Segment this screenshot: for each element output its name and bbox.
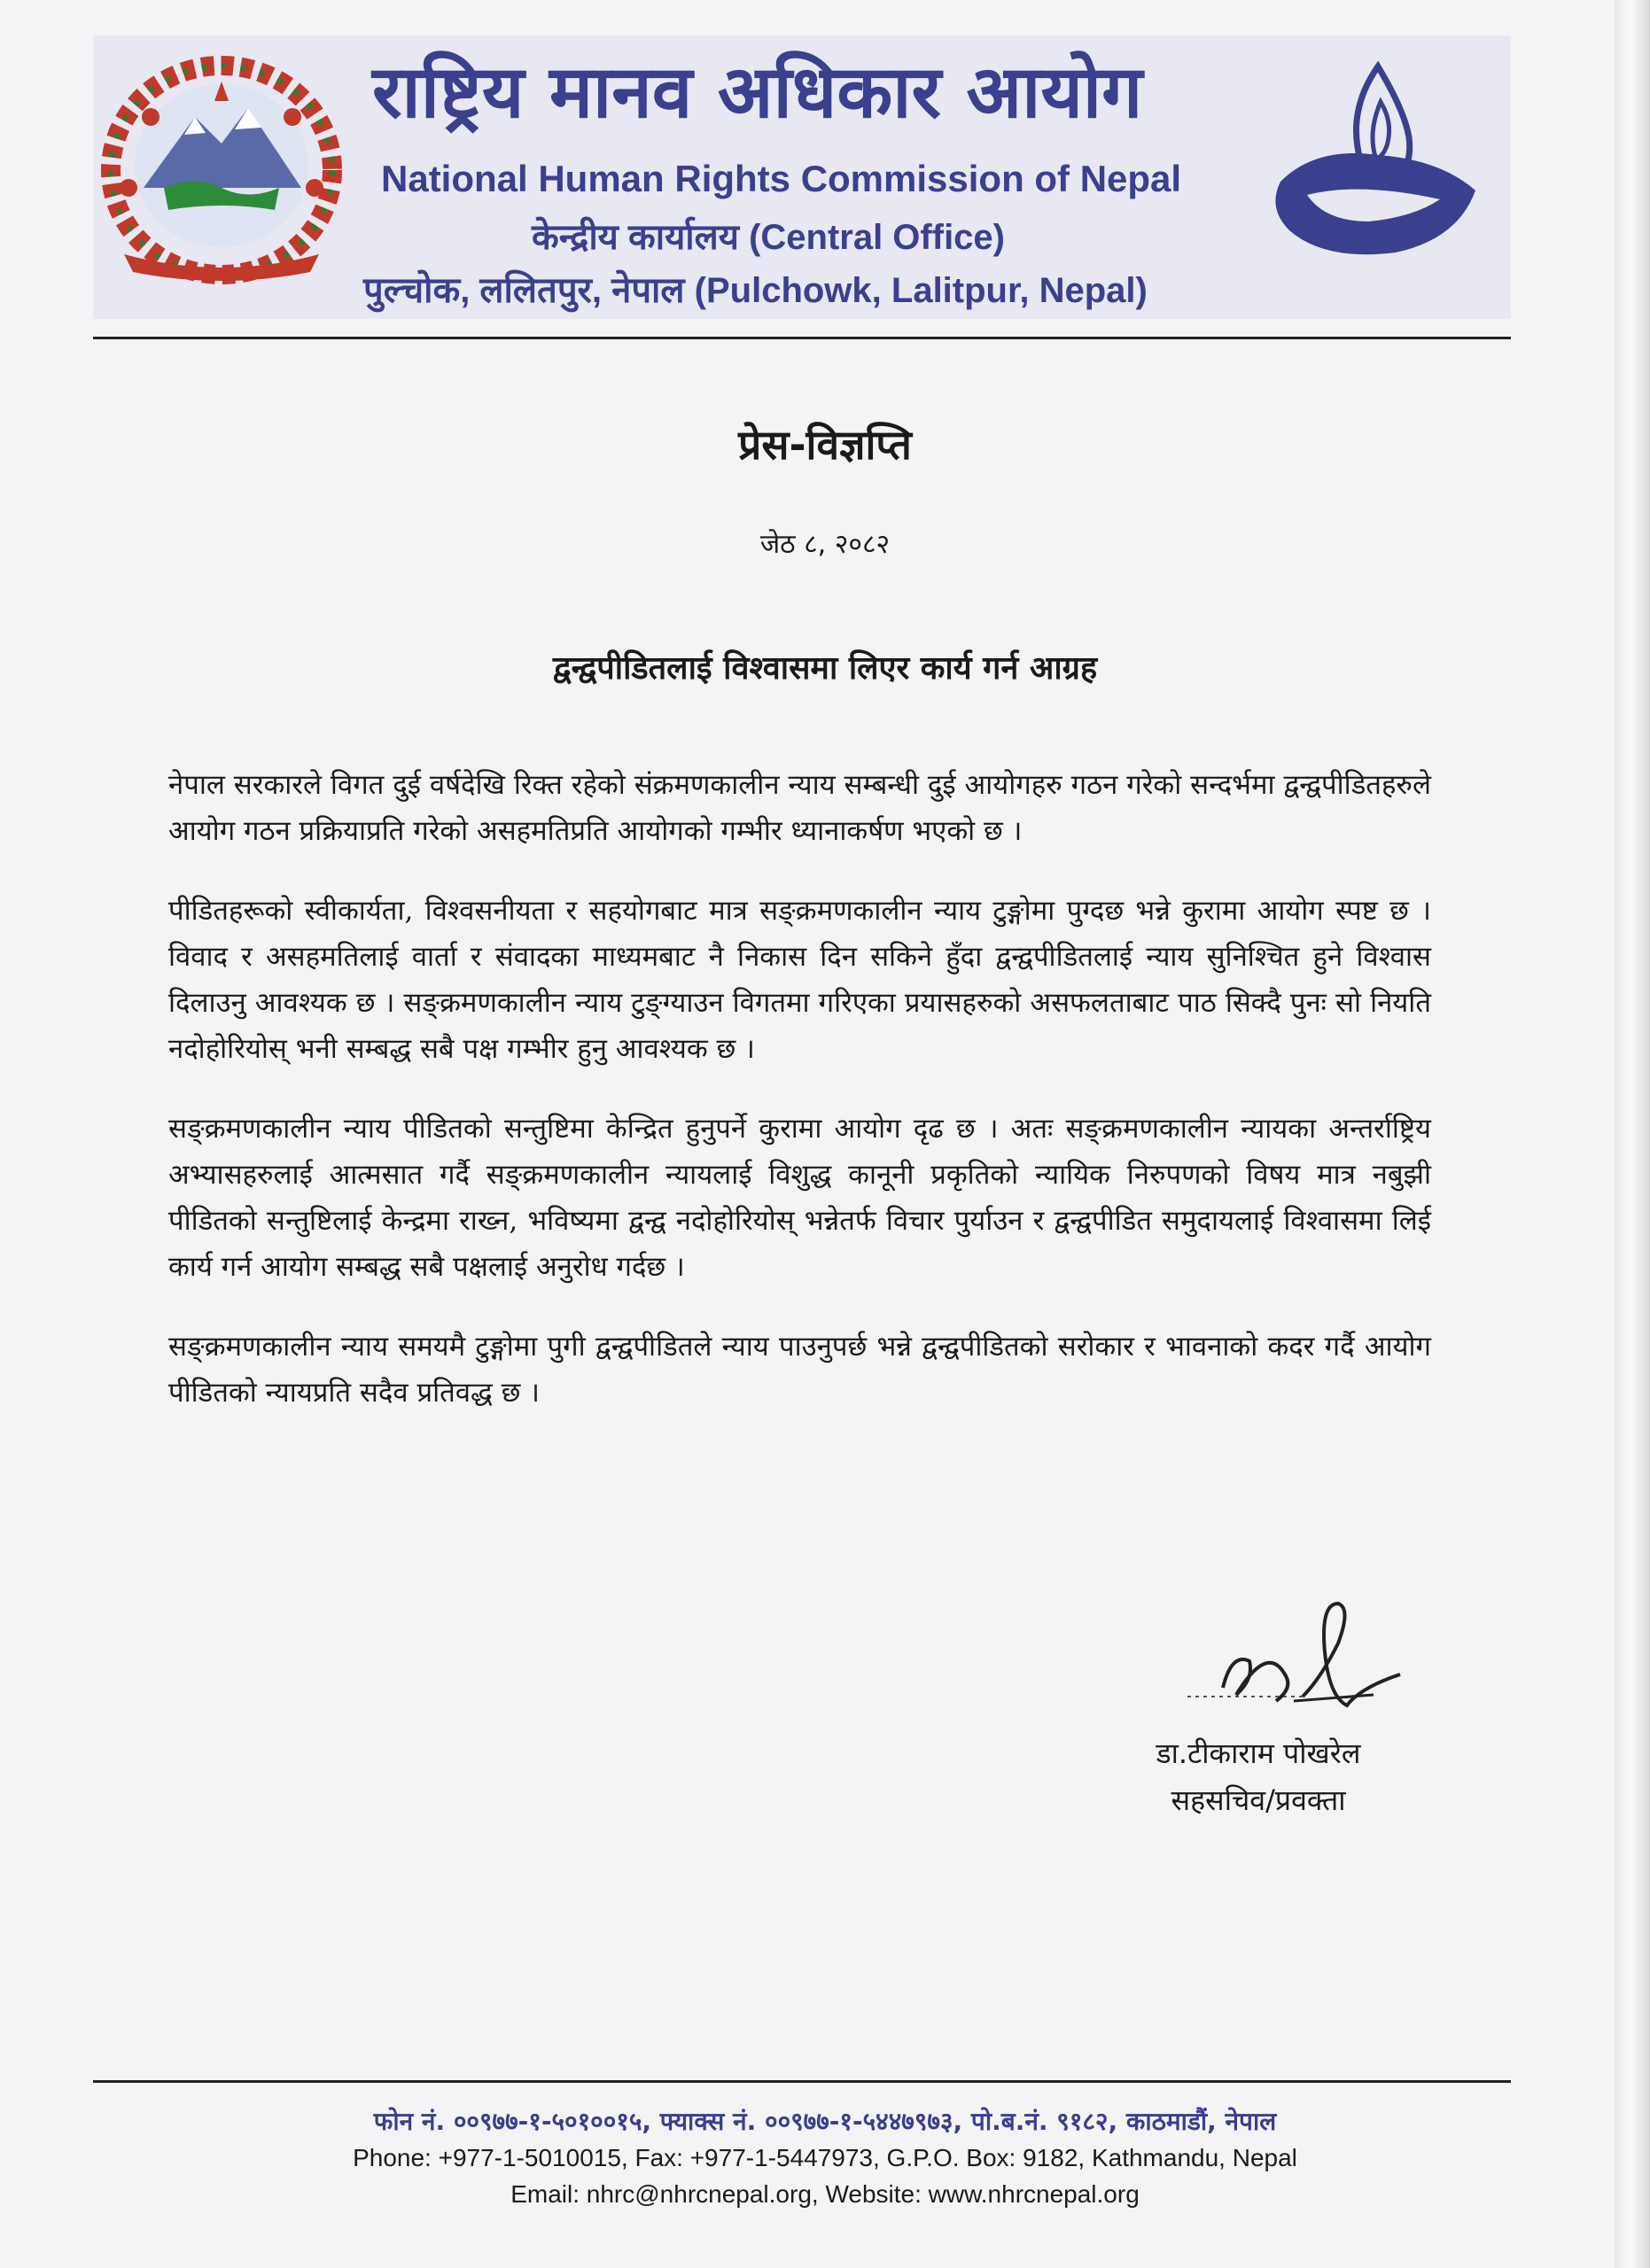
footer-contact-nepali: फोन नं. ००९७७-१-५०१००१५, फ्याक्स नं. ००९७७-१-५४४७९७३, पो.ब.नं. ९१८२, काठमाडौं, नेपाल	[373, 2107, 1277, 2136]
commission-title-english: National Human Rights Commission of Nepal	[381, 158, 1182, 199]
body-paragraph: सङ्क्रमणकालीन न्याय समयमै टुङ्गोमा पुगी द्वन्द्वपीडितले न्याय पाउनुपर्छ भन्ने द्वन्द्वपीडितको सरोकार र भावनाको कदर गर्दै आयोग पीडितको न्यायप्रति सदैव प्रतिवद्ध छ ।	[168, 1331, 1431, 1409]
release-body	[168, 762, 1431, 1449]
body-paragraph: पीडितहरूको स्वीकार्यता, विश्वसनीयता र सहयोगबाट मात्र सङ्क्रमणकालीन न्याय टुङ्गोमा पुग्दछ भन्ने कुरामा आयोग स्पष्ट छ । विवाद र असहमतिलाई वार्ता र संवादका माध्यमबाट नै निकास दिन सकिने हुँदा द्वन्द्वपीडितलाई न्याय सुनिश्चित हुने विश्वास दिलाउनु आवश्यक छ । सङ्क्रमणकालीन न्याय टुङ्ग्याउन विगतमा गरिएका प्रयासहरुको असफलताबाट पाठ सिक्दै पुनः सो नियति नदोहोरियोस् भनी सम्बद्ध सबै पक्ष गम्भीर हुनु आवश्यक छ ।	[168, 895, 1431, 1065]
signatory-title: सहसचिव/प्रवक्ता	[1171, 1783, 1346, 1817]
page-edge	[1615, 0, 1650, 2268]
release-date: जेठ ८, २०८२	[759, 529, 891, 560]
header-divider	[93, 337, 1511, 339]
body-paragraph: नेपाल सरकारले विगत दुई वर्षदेखि रिक्त रहेको संक्रमणकालीन न्याय सम्बन्धी दुई आयोगहरु गठन गरेको सन्दर्भमा द्वन्द्वपीडितहरुले आयोग गठन प्रक्रियाप्रति गरेको असहमतिप्रति आयोगको गम्भीर ध्यानाकर्षण भएको छ ।	[168, 769, 1431, 847]
signatory-name: डा.टीकाराम पोखरेल	[1156, 1736, 1361, 1770]
office-name: केन्द्रीय कार्यालय (Central Office)	[532, 218, 1005, 257]
footer-email-website: Email: nhrc@nhrcnepal.org, Website: www.nhrcnepal.org	[510, 2180, 1140, 2208]
body-paragraph: सङ्क्रमणकालीन न्याय पीडितको सन्तुष्टिमा केन्द्रित हुनुपर्ने कुरामा आयोग दृढ छ । अतः सङ्क्रमणकालीन न्यायका अन्तर्राष्ट्रिय अभ्यासहरुलाई आत्मसात गर्दै सङ्क्रमणकालीन न्यायलाई विशुद्ध कानूनी प्रकृतिको न्यायिक निरुपणको विषय मात्र नबुझी पीडितको सन्तुष्टिलाई केन्द्रमा राख्न, भविष्यमा द्वन्द्व नदोहोरियोस् भन्नेतर्फ विचार पुर्याउन र द्वन्द्वपीडित समुदायलाई विश्वासमा लिई कार्य गर्न आयोग सम्बद्ध सबै पक्षलाई अनुरोध गर्दछ ।	[168, 1113, 1431, 1283]
footer-divider	[93, 2080, 1511, 2083]
nepal-emblem-icon	[89, 55, 354, 285]
office-address: पुल्चोक, ललितपुर, नेपाल (Pulchowk, Lalitpur, Nepal)	[363, 271, 1148, 310]
commission-title-nepali: राष्ट्रिय मानव अधिकार आयोग	[372, 50, 1143, 135]
handwritten-signature	[1170, 1590, 1418, 1741]
press-release-title: प्रेस-विज्ञप्ति	[738, 421, 912, 469]
footer-phone-fax: Phone: +977-1-5010015, Fax: +977-1-5447973, G.P.O. Box: 9182, Kathmandu, Nepal	[353, 2144, 1297, 2171]
release-headline: द्वन्द्वपीडितलाई विश्वासमा लिएर कार्य गर्न आग्रह	[552, 650, 1098, 687]
nhrc-flame-map-icon	[1263, 49, 1493, 279]
